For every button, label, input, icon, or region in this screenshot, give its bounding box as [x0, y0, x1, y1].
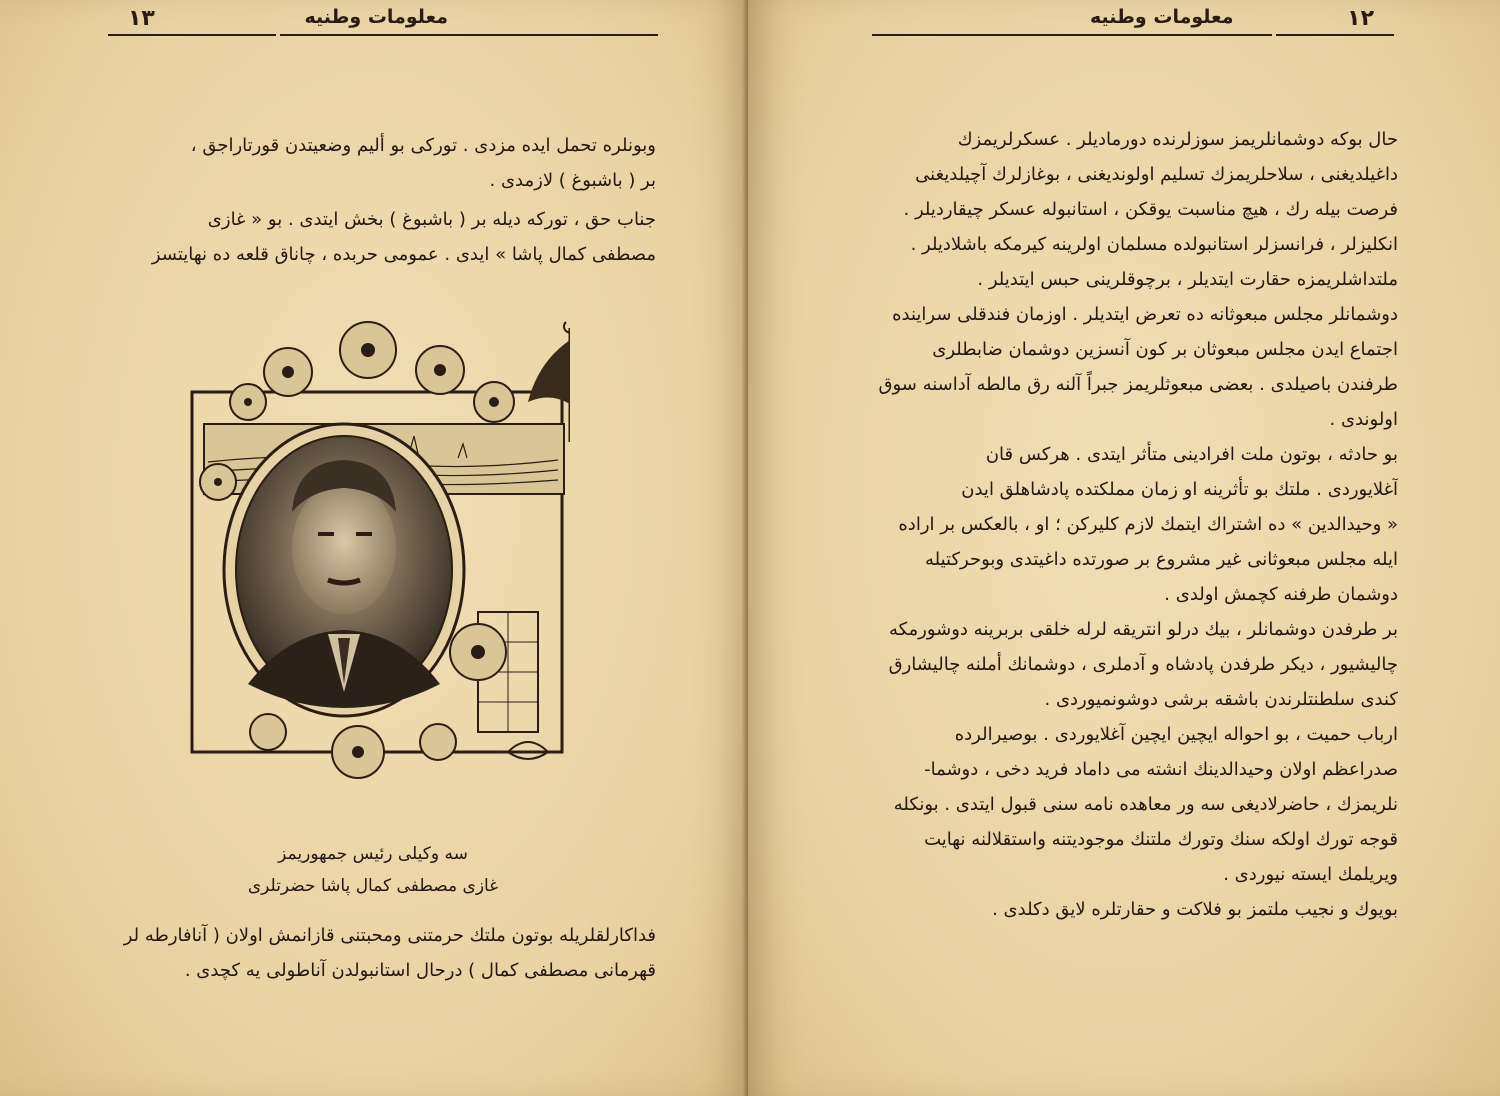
left-page	[0, 0, 748, 1096]
text-line: بر ( باشبوغ ) لازمدى .	[489, 170, 656, 191]
text-line: داغيلديغنى ، سلاحلريمزك تسليم اولونديغنى ، بوغازلرك آچيلديغنى	[915, 164, 1398, 185]
text-line: بو حادثه ، بوتون ملت افرادينى متأثر ايتدى . هركس قان	[985, 444, 1398, 465]
right-page-number: ١٢	[1347, 6, 1374, 31]
text-line: طرفندن باصيلدى . بعضى مبعوثلريمز جبراً آلنه رق مالطه آداسنه سوق	[878, 374, 1398, 395]
right-page-body	[876, 122, 1398, 927]
text-line: صدراعظم اولان وحيدالدينك انشته مى داماد فريد دخى ، دوشما-	[924, 759, 1398, 780]
text-line: فرصت بيله رك ، هيچ مناسبت يوقكن ، استانبوله عسكر چيقارديلر .	[903, 199, 1398, 220]
text-line: فداكارلقلريله بوتون ملتك حرمتنى ومحبتنى قازانمش اولان ( آنافارطه لر	[123, 925, 656, 946]
left-bottom-paragraph	[108, 918, 656, 988]
text-line: وبونلره تحمل ايده مزدى . توركى بو أليم وضعيتدن قورتاراجق ،	[190, 135, 656, 156]
text-line: اجتماع ايدن مجلس مبعوثان بر كون آنسزين دوشمان ضابطلرى	[932, 339, 1398, 360]
portrait-caption	[228, 838, 518, 902]
caption-line: سه وكيلى رئيس جمهوريمز	[278, 844, 468, 864]
text-line: ملتداشلريمزه حقارت ايتديلر ، برچوقلرينى حبس ايتديلر .	[977, 269, 1398, 290]
text-line: قوجه تورك اولكه سنك وتورك ملتنك موجوديتنه واستقلالنه نهايت	[924, 829, 1398, 850]
text-line: ايله مجلس مبعوثانى غير مشروع بر صورتده داغيتدى وبوحركتيله	[924, 549, 1398, 570]
text-line: دوشمانلر مجلس مبعوثانه ده تعرض ايتديلر . اوزمان فندقلى سراينده	[892, 304, 1398, 325]
text-line: آغلايوردى . ملتك بو تأثرينه او زمان مملكتده پادشاهلق ايدن	[961, 479, 1398, 500]
caption-line: غازى مصطفى كمال پاشا حضرتلرى	[247, 876, 499, 896]
text-line: « وحيدالدين » ده اشتراك ايتمك لازم كليركن ؛ او ، بالعكس بر اراده	[898, 514, 1398, 535]
text-line: حال بوكه دوشمانلريمز سوزلرنده دورماديلر . عسكرلريمزك	[957, 129, 1398, 150]
text-line: ويريلمك ايسته نيوردى .	[1223, 864, 1398, 885]
text-line: انكليزلر ، فرانسزلر استانبولده مسلمان اولرينه كيرمكه باشلاديلر .	[910, 234, 1398, 255]
text-line: مصطفى كمال پاشا » ايدى . عمومى حربده ، چاناق قلعه ده نهايتسز	[151, 244, 656, 265]
text-line: نلريمزك ، حاضرلاديغى سه ور معاهده نامه سنى قبول ايتدى . بونكله	[893, 794, 1398, 815]
text-line: بر طرفدن دوشمانلر ، بيك درلو انتريقه لرله خلقى بربرينه دوشورمكه	[888, 619, 1398, 640]
text-line: بويوك و نجيب ملتمز بو فلاكت و حقارتلره لايق دكلدى .	[992, 899, 1398, 920]
left-top-paragraph	[108, 128, 656, 272]
left-page-number: ١٣	[128, 6, 155, 31]
text-line: قهرمانى مصطفى كمال ) درحال استانبولدن آناطولى يه كچدى .	[184, 960, 656, 981]
text-line: دوشمان طرفنه كچمش اولدى .	[1164, 584, 1398, 605]
text-line: جناب حق ، توركه ديله بر ( باشبوغ ) بخش ايتدى . بو « غازى	[207, 209, 656, 230]
left-header-rule-b	[280, 34, 658, 36]
portrait-illustration	[178, 312, 570, 782]
left-running-title: معلومات وطنيه	[304, 6, 448, 28]
right-header-rule-b	[1276, 34, 1394, 36]
left-page-header	[108, 0, 658, 40]
text-line: چاليشيور ، ديكر طرفدن پادشاه و آدملرى ، دوشمانك أملنه چاليشارق	[888, 654, 1398, 675]
left-header-rule-a	[108, 34, 276, 36]
text-line: كندى سلطنتلرندن باشقه برشى دوشونميوردى .	[1044, 689, 1398, 710]
text-line: ارباب حميت ، بو احواله ايچين ايچين آغلايوردى . بوصيرالرده	[954, 724, 1398, 745]
right-header-rule-a	[872, 34, 1272, 36]
right-running-title: معلومات وطنيه	[1090, 6, 1234, 28]
right-page-header	[872, 0, 1394, 40]
text-line: اولوندى .	[1329, 409, 1398, 430]
